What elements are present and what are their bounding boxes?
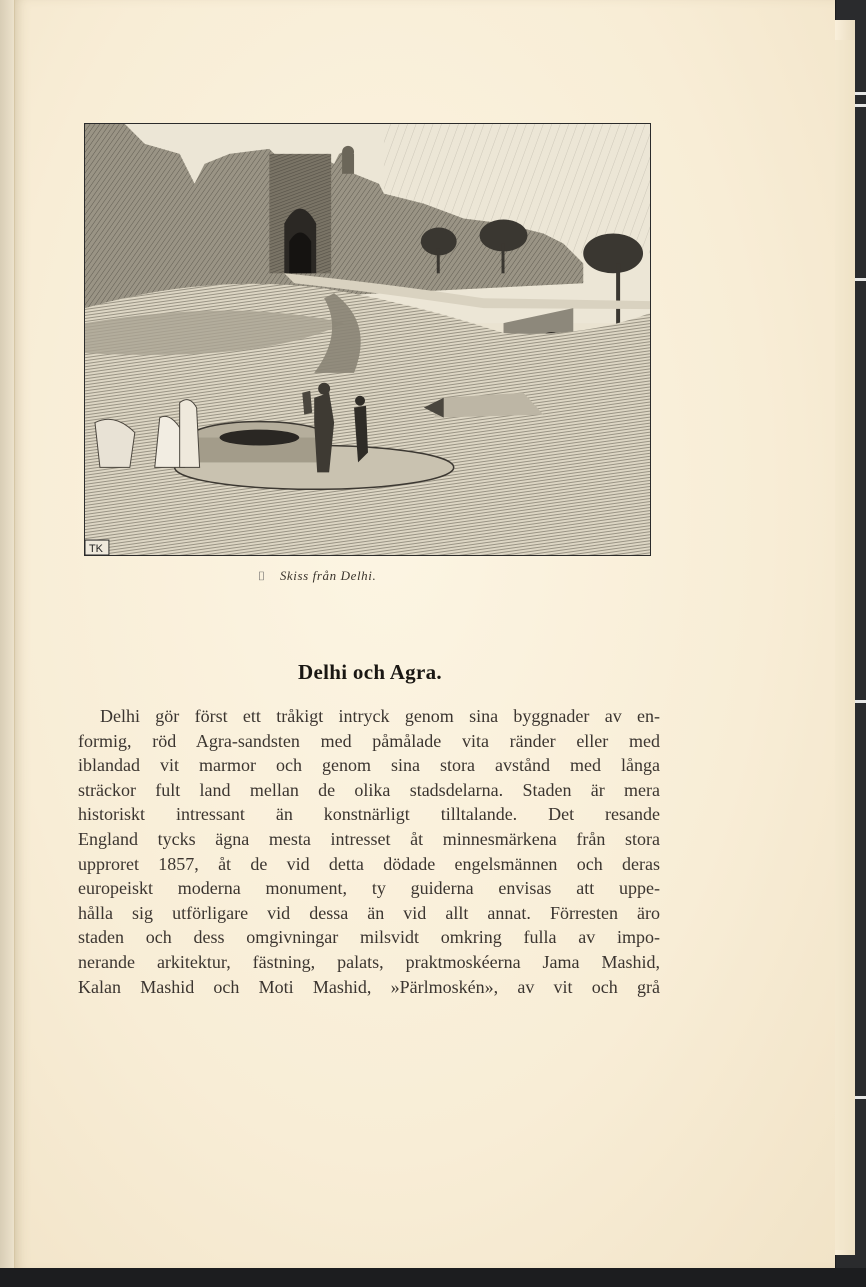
- body-line: nerande arkitektur, fästning, palats, praktmoskéerna Jama Mashid,: [78, 951, 660, 972]
- body-line: England tycks ägna mesta intresset åt minnesmärkena från stora: [78, 828, 660, 849]
- body-line: Delhi gör först ett tråkigt intryck genom sina byggnader av en-: [100, 706, 660, 726]
- illustration-caption: [258, 568, 558, 588]
- scanner-bottom-edge: [0, 1268, 866, 1287]
- body-line: staden och dess omgivningar milsvidt omkring fulla av impo-: [78, 927, 660, 948]
- body-line: europeiskt moderna monument, ty guiderna envisas att uppe-: [78, 878, 660, 899]
- caption-mark-icon: ⌷: [258, 569, 266, 583]
- body-line: Kalan Mashid och Moti Mashid, »Pärlmoskén», av vit och grå: [78, 976, 660, 997]
- body-paragraph: [78, 704, 660, 999]
- chapter-heading: Delhi och Agra.: [298, 660, 442, 684]
- illustrator-signature: TK: [88, 543, 103, 555]
- body-line: iblandad vit marmor och genom sina stora avstånd med långa: [78, 755, 660, 776]
- illustration-delhi-sketch: [84, 123, 651, 556]
- body-line: historiskt intressant än konstnärligt tilltalande. Det resande: [78, 804, 660, 825]
- body-line: upproret 1857, åt de vid detta dödade engelsmännen och deras: [78, 853, 660, 874]
- body-line: formig, röd Agra-sandsten med påmålade vita ränder eller med: [78, 730, 660, 751]
- caption-text: Skiss från Delhi.: [279, 568, 377, 583]
- body-line: sträckor fult land mellan de olika stadsdelarna. Staden är mera: [78, 779, 660, 800]
- body-line: hålla sig utförligare vid dessa än vid allt annat. Förresten äro: [78, 902, 660, 923]
- sketch-drawing: [85, 124, 650, 555]
